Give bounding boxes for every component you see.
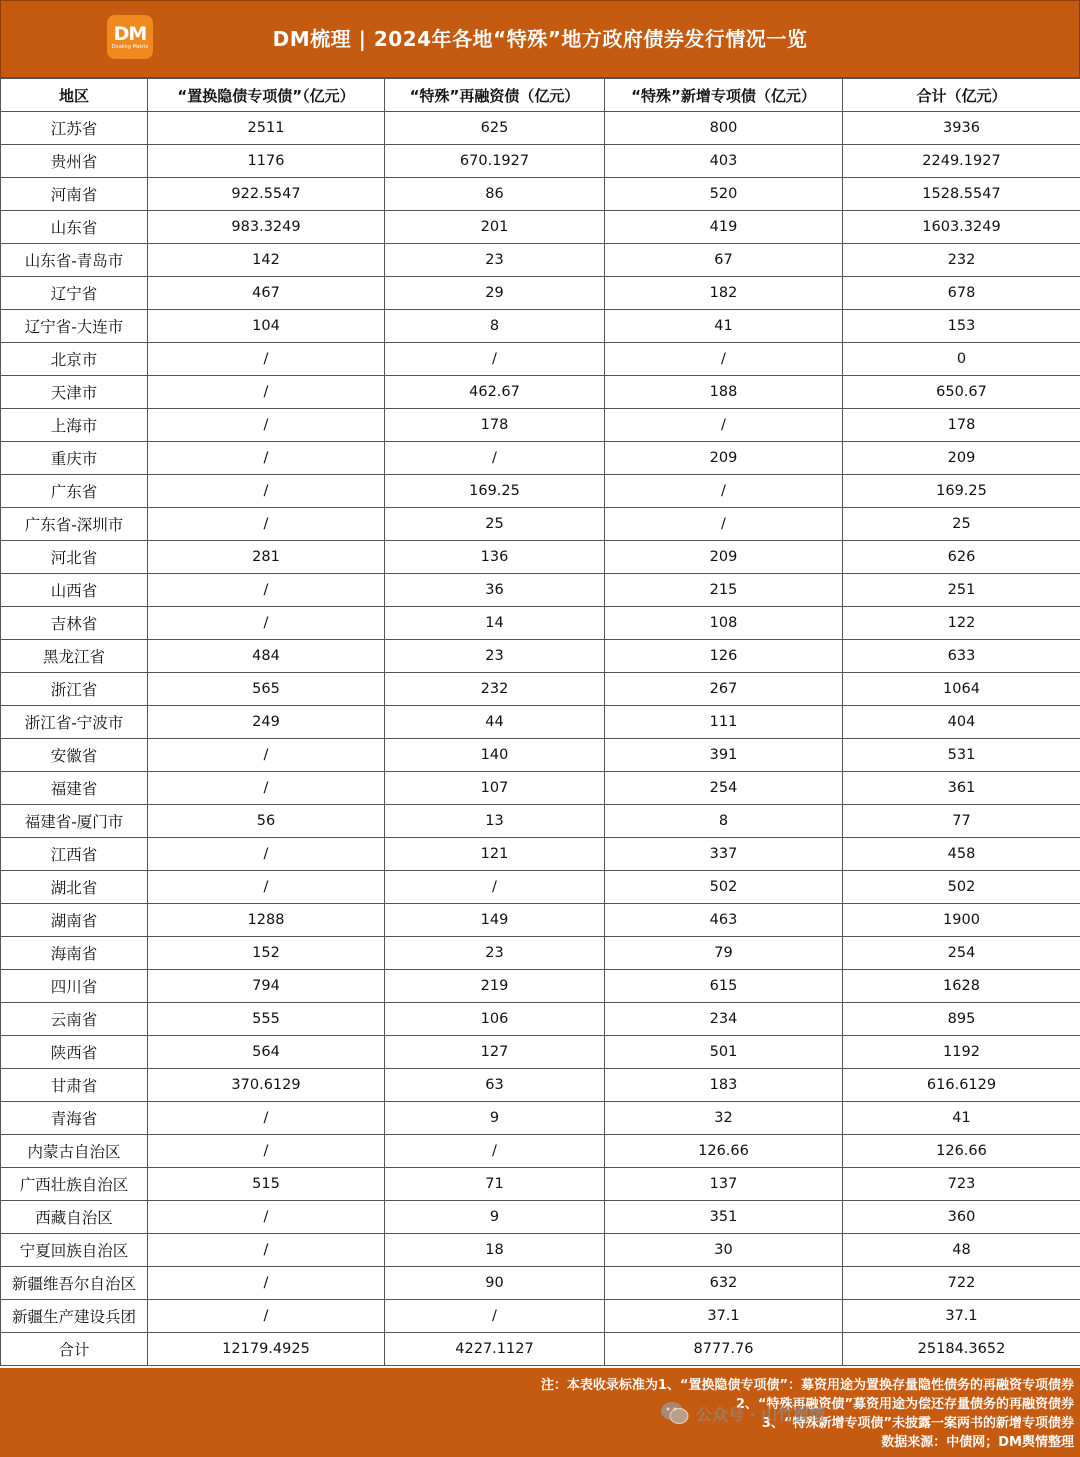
region-cell: 陕西省 <box>1 1036 148 1069</box>
replacement-bond-cell: / <box>148 508 385 541</box>
refinancing-bond-cell: 149 <box>385 904 605 937</box>
new-special-bond-cell: / <box>605 343 843 376</box>
total-cell: 1900 <box>843 904 1080 937</box>
new-special-bond-cell: 351 <box>605 1201 843 1234</box>
region-cell: 广西壮族自治区 <box>1 1168 148 1201</box>
total-cell: 650.67 <box>843 376 1080 409</box>
refinancing-bond-cell: 140 <box>385 739 605 772</box>
refinancing-bond-cell: 44 <box>385 706 605 739</box>
new-special-bond-cell: 800 <box>605 112 843 145</box>
new-special-bond-cell: 41 <box>605 310 843 343</box>
region-cell: 辽宁省-大连市 <box>1 310 148 343</box>
replacement-bond-cell: 104 <box>148 310 385 343</box>
table-row <box>1 871 1080 904</box>
refinancing-bond-cell: 29 <box>385 277 605 310</box>
region-cell: 广东省 <box>1 475 148 508</box>
region-cell: 甘肃省 <box>1 1069 148 1102</box>
refinancing-bond-cell: 71 <box>385 1168 605 1201</box>
new-special-bond-cell: 183 <box>605 1069 843 1102</box>
refinancing-bond-cell: / <box>385 871 605 904</box>
new-special-bond-cell: 188 <box>605 376 843 409</box>
refinancing-bond-cell: 670.1927 <box>385 145 605 178</box>
new-special-bond-cell: 108 <box>605 607 843 640</box>
new-special-bond-cell: 463 <box>605 904 843 937</box>
total-cell: 633 <box>843 640 1080 673</box>
total-cell: 895 <box>843 1003 1080 1036</box>
total-cell: 360 <box>843 1201 1080 1234</box>
replacement-bond-cell: 565 <box>148 673 385 706</box>
total-cell: 616.6129 <box>843 1069 1080 1102</box>
wechat-icon <box>660 1400 690 1426</box>
new-special-bond-cell: 254 <box>605 772 843 805</box>
table-row <box>1 1036 1080 1069</box>
new-special-bond-cell: / <box>605 508 843 541</box>
table-row <box>1 178 1080 211</box>
table-row <box>1 838 1080 871</box>
new-special-bond-cell: 79 <box>605 937 843 970</box>
table-row <box>1 1003 1080 1036</box>
refinancing-bond-cell: 121 <box>385 838 605 871</box>
total-cell: 1628 <box>843 970 1080 1003</box>
total-cell: 37.1 <box>843 1300 1080 1333</box>
total-cell: 25184.3652 <box>843 1333 1080 1366</box>
region-cell: 新疆生产建设兵团 <box>1 1300 148 1333</box>
total-cell: 404 <box>843 706 1080 739</box>
total-cell: 458 <box>843 838 1080 871</box>
refinancing-bond-cell: 86 <box>385 178 605 211</box>
table-row <box>1 1267 1080 1300</box>
new-special-bond-cell: 30 <box>605 1234 843 1267</box>
column-header-replacement-bonds: “置换隐债专项债”（亿元） <box>148 79 385 112</box>
refinancing-bond-cell: 13 <box>385 805 605 838</box>
region-cell: 安徽省 <box>1 739 148 772</box>
replacement-bond-cell: 515 <box>148 1168 385 1201</box>
replacement-bond-cell: 142 <box>148 244 385 277</box>
column-header-new-special-bonds: “特殊”新增专项债（亿元） <box>605 79 843 112</box>
table-row <box>1 343 1080 376</box>
new-special-bond-cell: 419 <box>605 211 843 244</box>
new-special-bond-cell: 8 <box>605 805 843 838</box>
table-row <box>1 739 1080 772</box>
new-special-bond-cell: 632 <box>605 1267 843 1300</box>
total-cell: 626 <box>843 541 1080 574</box>
replacement-bond-cell: 152 <box>148 937 385 970</box>
region-cell: 辽宁省 <box>1 277 148 310</box>
refinancing-bond-cell: 106 <box>385 1003 605 1036</box>
replacement-bond-cell: 249 <box>148 706 385 739</box>
region-cell: 浙江省-宁波市 <box>1 706 148 739</box>
replacement-bond-cell: / <box>148 574 385 607</box>
footnote-line: 注：本表收录标准为1、“置换隐债专项债”：募资用途为置换存量隐性债务的再融资专项债券 <box>540 1378 1074 1393</box>
replacement-bond-cell: 555 <box>148 1003 385 1036</box>
refinancing-bond-cell: 9 <box>385 1102 605 1135</box>
region-cell: 黑龙江省 <box>1 640 148 673</box>
total-cell: 678 <box>843 277 1080 310</box>
replacement-bond-cell: / <box>148 1267 385 1300</box>
total-cell: 0 <box>843 343 1080 376</box>
refinancing-bond-cell: 107 <box>385 772 605 805</box>
refinancing-bond-cell: 169.25 <box>385 475 605 508</box>
refinancing-bond-cell: 90 <box>385 1267 605 1300</box>
refinancing-bond-cell: 136 <box>385 541 605 574</box>
replacement-bond-cell: / <box>148 1135 385 1168</box>
new-special-bond-cell: 615 <box>605 970 843 1003</box>
new-special-bond-cell: 267 <box>605 673 843 706</box>
region-cell: 海南省 <box>1 937 148 970</box>
replacement-bond-cell: 2511 <box>148 112 385 145</box>
region-cell: 福建省-厦门市 <box>1 805 148 838</box>
total-cell: 502 <box>843 871 1080 904</box>
replacement-bond-cell: 564 <box>148 1036 385 1069</box>
total-cell: 361 <box>843 772 1080 805</box>
table-header-row <box>1 79 1080 112</box>
refinancing-bond-cell: 127 <box>385 1036 605 1069</box>
total-cell: 722 <box>843 1267 1080 1300</box>
region-cell: 云南省 <box>1 1003 148 1036</box>
refinancing-bond-cell: / <box>385 442 605 475</box>
total-cell: 41 <box>843 1102 1080 1135</box>
replacement-bond-cell: 983.3249 <box>148 211 385 244</box>
new-special-bond-cell: 137 <box>605 1168 843 1201</box>
total-cell: 209 <box>843 442 1080 475</box>
region-cell: 青海省 <box>1 1102 148 1135</box>
table-row <box>1 970 1080 1003</box>
refinancing-bond-cell: 219 <box>385 970 605 1003</box>
replacement-bond-cell: / <box>148 475 385 508</box>
refinancing-bond-cell: / <box>385 343 605 376</box>
region-cell: 天津市 <box>1 376 148 409</box>
total-cell: 122 <box>843 607 1080 640</box>
refinancing-bond-cell: 4227.1127 <box>385 1333 605 1366</box>
logo-mark: DM <box>113 22 147 45</box>
region-cell: 江西省 <box>1 838 148 871</box>
new-special-bond-cell: / <box>605 475 843 508</box>
table-total-row <box>1 1333 1080 1366</box>
new-special-bond-cell: 32 <box>605 1102 843 1135</box>
new-special-bond-cell: 403 <box>605 145 843 178</box>
total-cell: 1528.5547 <box>843 178 1080 211</box>
total-cell: 169.25 <box>843 475 1080 508</box>
table-row <box>1 640 1080 673</box>
table-row <box>1 442 1080 475</box>
table-row <box>1 1135 1080 1168</box>
region-cell: 福建省 <box>1 772 148 805</box>
title-banner <box>0 0 1080 78</box>
replacement-bond-cell: / <box>148 1234 385 1267</box>
region-cell: 北京市 <box>1 343 148 376</box>
table-row <box>1 277 1080 310</box>
region-cell: 山东省-青岛市 <box>1 244 148 277</box>
column-header-total: 合计（亿元） <box>843 79 1080 112</box>
region-cell: 四川省 <box>1 970 148 1003</box>
new-special-bond-cell: 182 <box>605 277 843 310</box>
replacement-bond-cell: / <box>148 409 385 442</box>
new-special-bond-cell: 67 <box>605 244 843 277</box>
refinancing-bond-cell: / <box>385 1135 605 1168</box>
table-row <box>1 508 1080 541</box>
table-row <box>1 376 1080 409</box>
replacement-bond-cell: / <box>148 772 385 805</box>
column-header-region: 地区 <box>1 79 148 112</box>
region-cell: 内蒙古自治区 <box>1 1135 148 1168</box>
table-row <box>1 904 1080 937</box>
new-special-bond-cell: 37.1 <box>605 1300 843 1333</box>
region-cell: 西藏自治区 <box>1 1201 148 1234</box>
new-special-bond-cell: 520 <box>605 178 843 211</box>
region-cell: 山西省 <box>1 574 148 607</box>
total-cell: 126.66 <box>843 1135 1080 1168</box>
region-cell: 广东省-深圳市 <box>1 508 148 541</box>
new-special-bond-cell: / <box>605 409 843 442</box>
refinancing-bond-cell: 18 <box>385 1234 605 1267</box>
table-row <box>1 541 1080 574</box>
footnote-line: 3、“特殊新增专项债”未披露一案两书的新增专项债券 <box>761 1416 1074 1431</box>
logo-subtext: Dealing Matrix <box>111 43 149 50</box>
table-row <box>1 1102 1080 1135</box>
replacement-bond-cell: 56 <box>148 805 385 838</box>
total-cell: 1603.3249 <box>843 211 1080 244</box>
new-special-bond-cell: 209 <box>605 442 843 475</box>
region-cell: 吉林省 <box>1 607 148 640</box>
refinancing-bond-cell: / <box>385 1300 605 1333</box>
region-cell: 合计 <box>1 1333 148 1366</box>
replacement-bond-cell: 370.6129 <box>148 1069 385 1102</box>
new-special-bond-cell: 8777.76 <box>605 1333 843 1366</box>
bond-issuance-table <box>0 78 1080 1366</box>
replacement-bond-cell: 467 <box>148 277 385 310</box>
region-cell: 贵州省 <box>1 145 148 178</box>
region-cell: 重庆市 <box>1 442 148 475</box>
region-cell: 湖南省 <box>1 904 148 937</box>
table-row <box>1 244 1080 277</box>
table-row <box>1 772 1080 805</box>
replacement-bond-cell: 12179.4925 <box>148 1333 385 1366</box>
region-cell: 上海市 <box>1 409 148 442</box>
refinancing-bond-cell: 23 <box>385 640 605 673</box>
refinancing-bond-cell: 23 <box>385 244 605 277</box>
replacement-bond-cell: / <box>148 1201 385 1234</box>
region-cell: 河北省 <box>1 541 148 574</box>
table-row <box>1 937 1080 970</box>
refinancing-bond-cell: 14 <box>385 607 605 640</box>
watermark-text: 公众号 · 山竹舆情 <box>696 1404 826 1424</box>
total-cell: 254 <box>843 937 1080 970</box>
total-cell: 723 <box>843 1168 1080 1201</box>
page-title: DM梳理 | 2024年各地“特殊”地方政府债券发行情况一览 <box>272 27 808 51</box>
replacement-bond-cell: / <box>148 739 385 772</box>
region-cell: 浙江省 <box>1 673 148 706</box>
table-row <box>1 211 1080 244</box>
refinancing-bond-cell: 201 <box>385 211 605 244</box>
table-row <box>1 805 1080 838</box>
table-row <box>1 1201 1080 1234</box>
replacement-bond-cell: / <box>148 343 385 376</box>
new-special-bond-cell: 502 <box>605 871 843 904</box>
table-row <box>1 475 1080 508</box>
replacement-bond-cell: 794 <box>148 970 385 1003</box>
total-cell: 1064 <box>843 673 1080 706</box>
total-cell: 251 <box>843 574 1080 607</box>
new-special-bond-cell: 234 <box>605 1003 843 1036</box>
new-special-bond-cell: 111 <box>605 706 843 739</box>
region-cell: 新疆维吾尔自治区 <box>1 1267 148 1300</box>
table-row <box>1 1300 1080 1333</box>
total-cell: 3936 <box>843 112 1080 145</box>
table-row <box>1 1234 1080 1267</box>
column-header-refinancing-bonds: “特殊”再融资债（亿元） <box>385 79 605 112</box>
refinancing-bond-cell: 9 <box>385 1201 605 1234</box>
table-row <box>1 112 1080 145</box>
notes-footer <box>0 1368 1080 1457</box>
refinancing-bond-cell: 232 <box>385 673 605 706</box>
new-special-bond-cell: 126.66 <box>605 1135 843 1168</box>
new-special-bond-cell: 215 <box>605 574 843 607</box>
new-special-bond-cell: 209 <box>605 541 843 574</box>
refinancing-bond-cell: 63 <box>385 1069 605 1102</box>
replacement-bond-cell: / <box>148 442 385 475</box>
replacement-bond-cell: / <box>148 376 385 409</box>
replacement-bond-cell: / <box>148 1102 385 1135</box>
refinancing-bond-cell: 25 <box>385 508 605 541</box>
region-cell: 山东省 <box>1 211 148 244</box>
refinancing-bond-cell: 462.67 <box>385 376 605 409</box>
refinancing-bond-cell: 23 <box>385 937 605 970</box>
table-row <box>1 706 1080 739</box>
total-cell: 77 <box>843 805 1080 838</box>
footnote-line: 2、“特殊再融资债”募资用途为偿还存量债务的再融资债券 <box>735 1397 1074 1412</box>
table-row <box>1 673 1080 706</box>
region-cell: 湖北省 <box>1 871 148 904</box>
refinancing-bond-cell: 625 <box>385 112 605 145</box>
refinancing-bond-cell: 8 <box>385 310 605 343</box>
total-cell: 178 <box>843 409 1080 442</box>
table-row <box>1 607 1080 640</box>
table-body <box>1 112 1080 1366</box>
new-special-bond-cell: 501 <box>605 1036 843 1069</box>
region-cell: 河南省 <box>1 178 148 211</box>
refinancing-bond-cell: 178 <box>385 409 605 442</box>
region-cell: 江苏省 <box>1 112 148 145</box>
table-row <box>1 574 1080 607</box>
replacement-bond-cell: / <box>148 607 385 640</box>
table-row <box>1 1069 1080 1102</box>
table-row <box>1 409 1080 442</box>
refinancing-bond-cell: 36 <box>385 574 605 607</box>
new-special-bond-cell: 126 <box>605 640 843 673</box>
total-cell: 232 <box>843 244 1080 277</box>
new-special-bond-cell: 337 <box>605 838 843 871</box>
total-cell: 153 <box>843 310 1080 343</box>
replacement-bond-cell: 1288 <box>148 904 385 937</box>
replacement-bond-cell: 1176 <box>148 145 385 178</box>
wechat-watermark <box>660 1395 825 1431</box>
replacement-bond-cell: / <box>148 838 385 871</box>
replacement-bond-cell: 281 <box>148 541 385 574</box>
replacement-bond-cell: 484 <box>148 640 385 673</box>
replacement-bond-cell: 922.5547 <box>148 178 385 211</box>
total-cell: 2249.1927 <box>843 145 1080 178</box>
total-cell: 25 <box>843 508 1080 541</box>
total-cell: 1192 <box>843 1036 1080 1069</box>
total-cell: 531 <box>843 739 1080 772</box>
replacement-bond-cell: / <box>148 1300 385 1333</box>
total-cell: 48 <box>843 1234 1080 1267</box>
replacement-bond-cell: / <box>148 871 385 904</box>
table-row <box>1 310 1080 343</box>
new-special-bond-cell: 391 <box>605 739 843 772</box>
region-cell: 宁夏回族自治区 <box>1 1234 148 1267</box>
data-source-line: 数据来源：中债网；DM舆情整理 <box>881 1435 1074 1450</box>
table-row <box>1 145 1080 178</box>
table-row <box>1 1168 1080 1201</box>
